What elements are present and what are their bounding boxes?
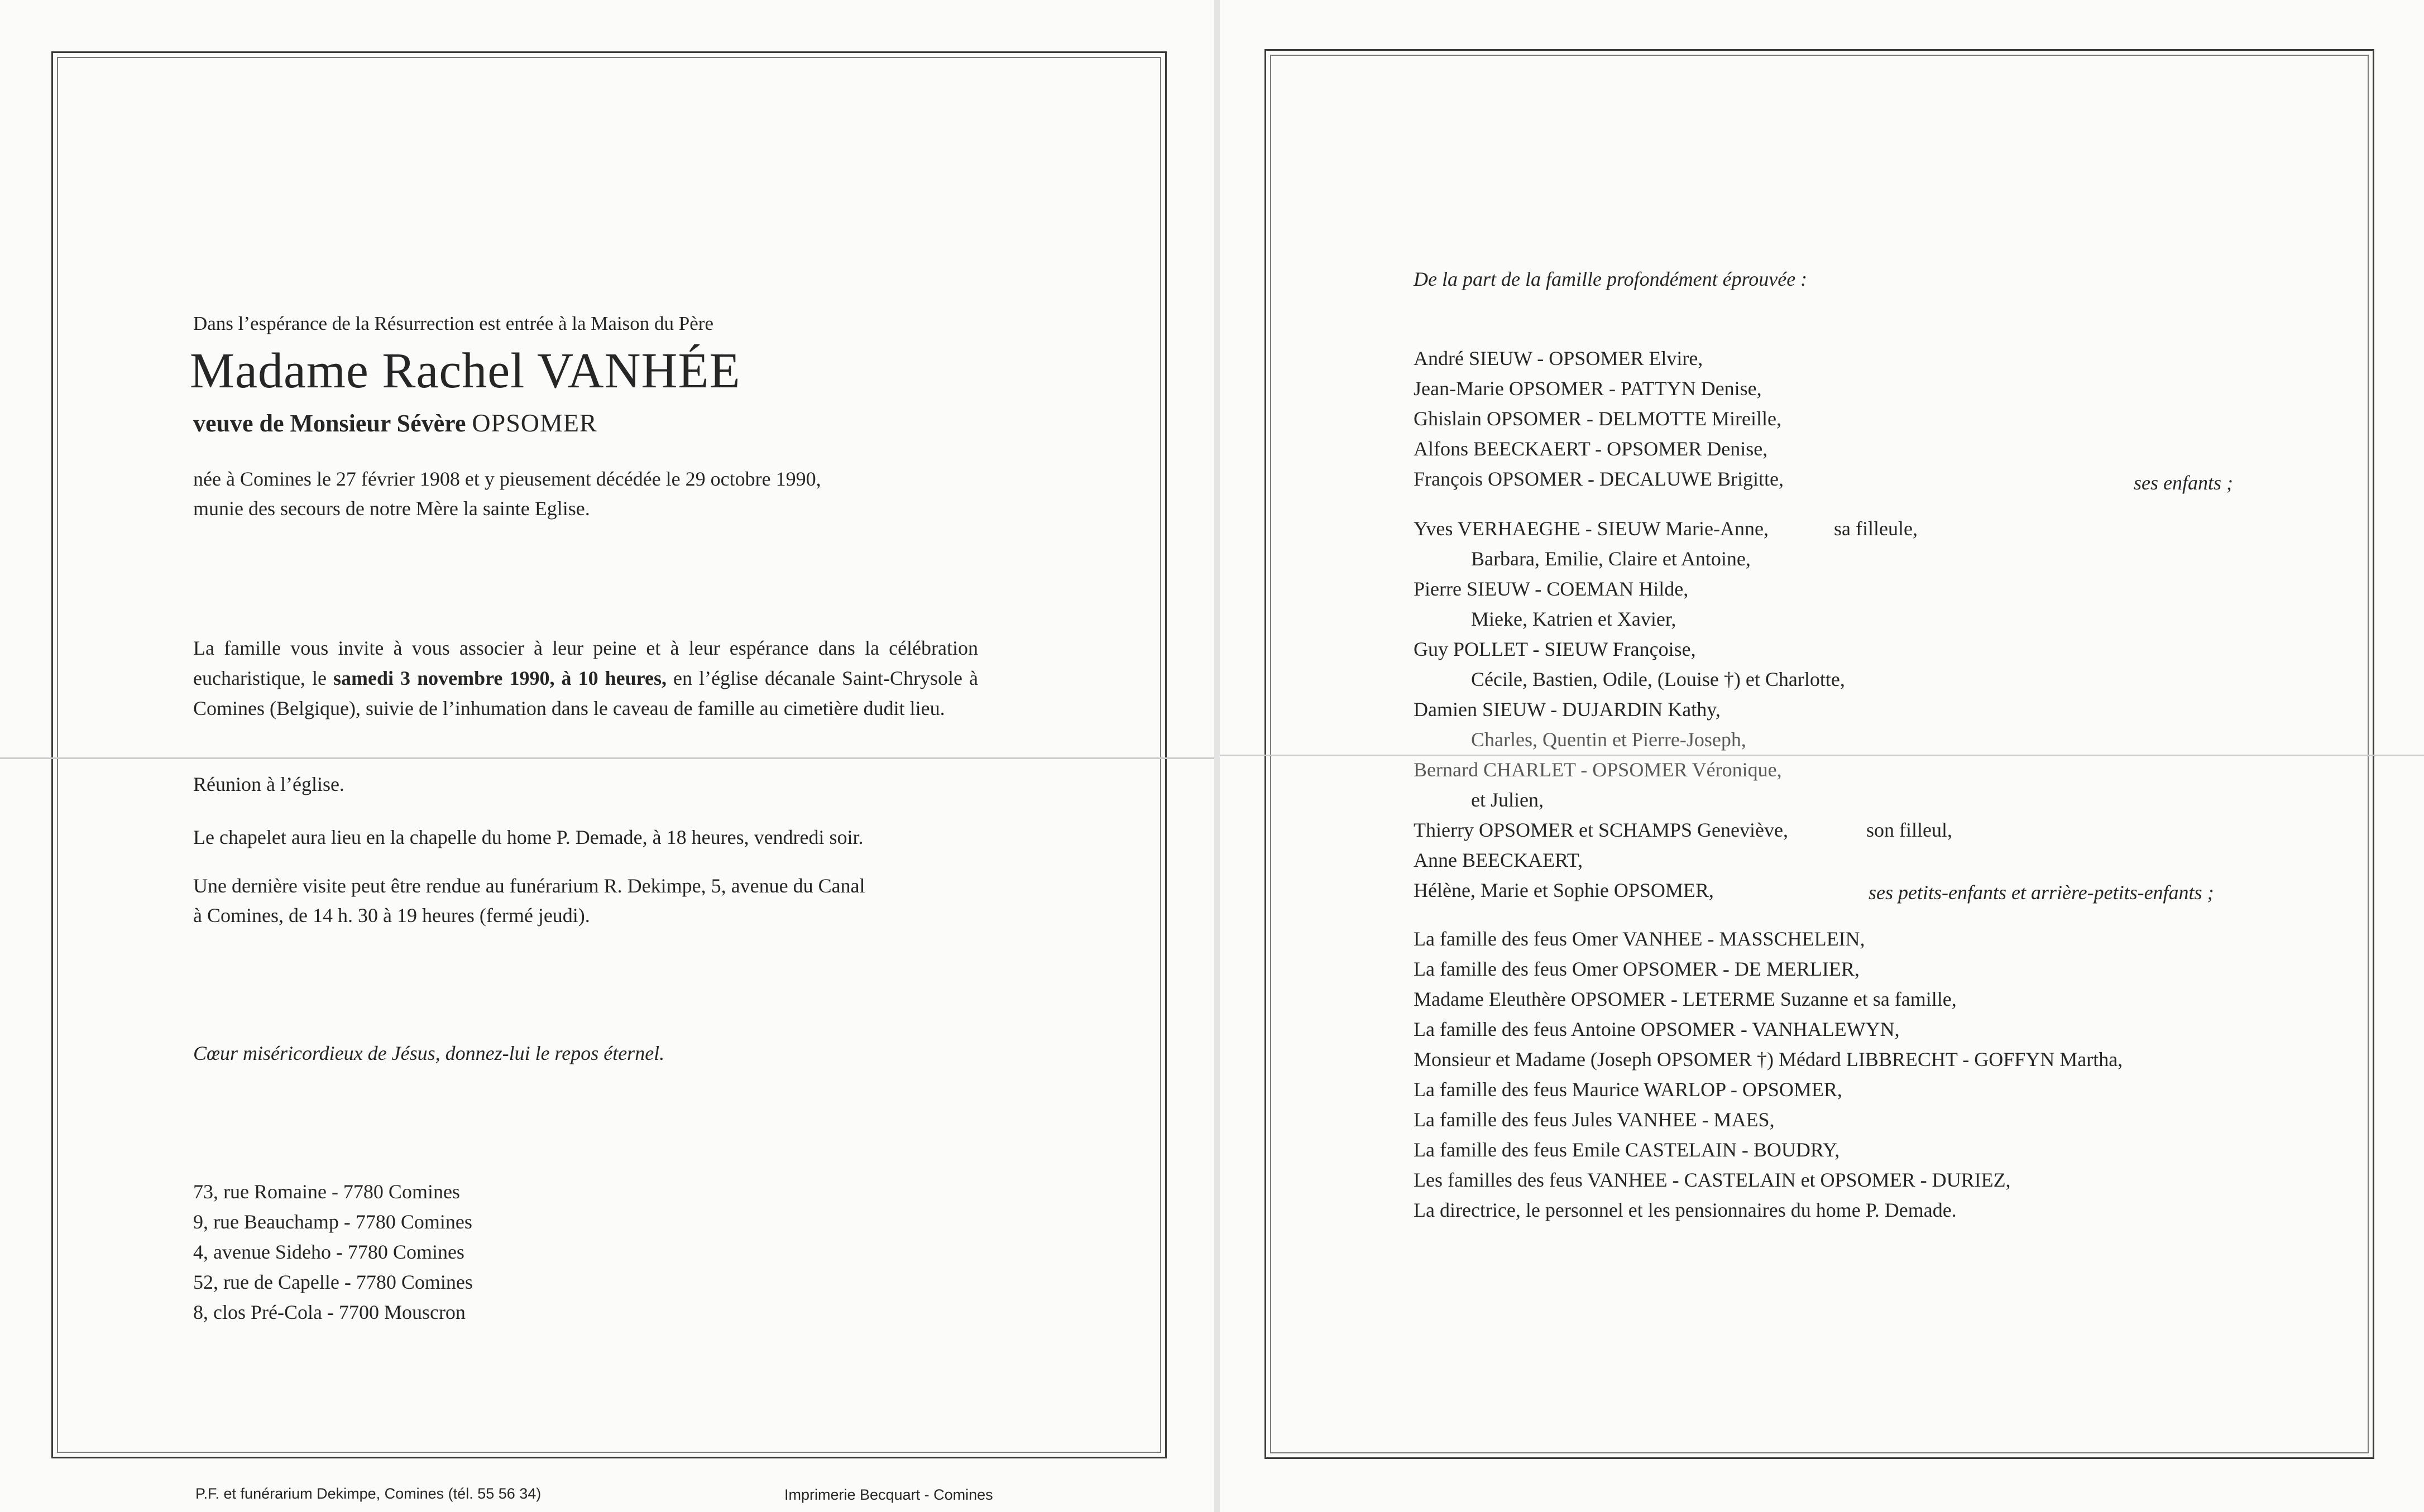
invitation-text-a: La famille vous invite à vous associer à leur peine et à leur espérance dans la célébration eucharistique, le bbox=[193, 637, 978, 689]
list-item: Pierre SIEUW - COEMAN Hilde, bbox=[1414, 578, 1689, 600]
birth-death-line: née à Comines le 27 février 1908 et y pieusement décédée le 29 octobre 1990, bbox=[193, 468, 821, 490]
fold-line bbox=[0, 757, 1214, 759]
list-item: Madame Eleuthère OPSOMER - LETERME Suzanne et sa famille, bbox=[1414, 988, 1957, 1010]
list-item: Hélène, Marie et Sophie OPSOMER, bbox=[1414, 879, 1714, 901]
list-item: La famille des feus Emile CASTELAIN - BOUDRY, bbox=[1414, 1139, 1840, 1161]
right-page bbox=[1220, 0, 2424, 1512]
list-item: Damien SIEUW - DUJARDIN Kathy, bbox=[1414, 698, 1721, 721]
list-item: Mieke, Katrien et Xavier, bbox=[1471, 608, 1676, 630]
list-item: Monsieur et Madame (Joseph OPSOMER †) Médard LIBBRECHT - GOFFYN Martha, bbox=[1414, 1048, 2123, 1071]
list-item: Charles, Quentin et Pierre-Joseph, bbox=[1471, 728, 1746, 751]
list-item: Jean-Marie OPSOMER - PATTYN Denise, bbox=[1414, 377, 1762, 400]
list-item: La famille des feus Omer OPSOMER - DE MERLIER, bbox=[1414, 958, 1860, 980]
address-item: 4, avenue Sideho - 7780 Comines bbox=[193, 1241, 464, 1263]
list-item: Bernard CHARLET - OPSOMER Véronique, bbox=[1414, 759, 1782, 781]
list-item: Guy POLLET - SIEUW Françoise, bbox=[1414, 638, 1696, 660]
list-item: François OPSOMER - DECALUWE Brigitte, bbox=[1414, 468, 1784, 490]
list-item: La famille des feus Omer VANHEE - MASSCHELEIN, bbox=[1414, 928, 1865, 950]
list-item: Thierry OPSOMER et SCHAMPS Geneviève, bbox=[1414, 819, 1788, 841]
address-item: 8, clos Pré-Cola - 7700 Mouscron bbox=[193, 1301, 466, 1323]
visit-line-1: Une dernière visite peut être rendue au funérarium R. Dekimpe, 5, avenue du Canal bbox=[193, 875, 865, 897]
fold-line bbox=[1220, 755, 2424, 756]
list-item: et Julien, bbox=[1471, 789, 1544, 811]
address-item: 9, rue Beauchamp - 7780 Comines bbox=[193, 1211, 472, 1233]
chapelet-text: Le chapelet aura lieu en la chapelle du home P. Demade, à 18 heures, vendredi soir. bbox=[193, 826, 864, 848]
list-item: Ghislain OPSOMER - DELMOTTE Mireille, bbox=[1414, 407, 1781, 430]
address-item: 73, rue Romaine - 7780 Comines bbox=[193, 1180, 460, 1203]
prayer-text: Cœur miséricordieux de Jésus, donnez-lui le repos éternel. bbox=[193, 1042, 665, 1064]
list-item: Les familles des feus VANHEE - CASTELAIN et OPSOMER - DURIEZ, bbox=[1414, 1169, 2011, 1191]
list-item: Alfons BEECKAERT - OPSOMER Denise, bbox=[1414, 438, 1768, 460]
reunion-text: Réunion à l’église. bbox=[193, 773, 344, 795]
list-item: Anne BEECKAERT, bbox=[1414, 849, 1583, 871]
deceased-first-name: Madame Rachel bbox=[190, 343, 525, 399]
invitation-text-b: en l’église décanale Saint-Chrysole à Comines (Belgique), suivie de l’inhumation dans le caveau de famille au cimetière dudit lieu. bbox=[193, 667, 978, 719]
list-item: Barbara, Emilie, Claire et Antoine, bbox=[1471, 548, 1751, 570]
intro-text: Dans l’espérance de la Résurrection est entrée à la Maison du Père bbox=[193, 313, 713, 334]
invitation-paragraph bbox=[193, 633, 978, 723]
goddaughter-note: sa filleule, bbox=[1834, 517, 1918, 540]
footer-funeral-home: P.F. et funérarium Dekimpe, Comines (tél. 55 56 34) bbox=[195, 1485, 542, 1502]
list-item: André SIEUW - OPSOMER Elvire, bbox=[1414, 347, 1703, 369]
widow-of-prefix: veuve de Monsieur Sévère bbox=[193, 410, 466, 437]
sacraments-line: munie des secours de notre Mère la sainte Eglise. bbox=[193, 497, 590, 520]
godson-note: son filleul, bbox=[1866, 819, 1952, 841]
deceased-name bbox=[190, 340, 740, 402]
husband-name: OPSOMER bbox=[472, 409, 597, 437]
list-item: La directrice, le personnel et les pensionnaires du home P. Demade. bbox=[1414, 1199, 1957, 1221]
grandchildren-label: ses petits-enfants et arrière-petits-enfants ; bbox=[1869, 881, 2214, 904]
address-item: 52, rue de Capelle - 7780 Comines bbox=[193, 1271, 473, 1293]
list-item: La famille des feus Maurice WARLOP - OPSOMER, bbox=[1414, 1078, 1842, 1101]
list-item: Cécile, Bastien, Odile, (Louise †) et Charlotte, bbox=[1471, 668, 1845, 690]
page-border bbox=[1264, 49, 2374, 1459]
visit-line-2: à Comines, de 14 h. 30 à 19 heures (fermé jeudi). bbox=[193, 904, 590, 927]
list-item: La famille des feus Antoine OPSOMER - VANHALEWYN, bbox=[1414, 1018, 1900, 1040]
list-item: Yves VERHAEGHE - SIEUW Marie-Anne, bbox=[1414, 517, 1769, 540]
ceremony-date: samedi 3 novembre 1990, à 10 heures, bbox=[333, 667, 667, 689]
footer-printer: Imprimerie Becquart - Comines bbox=[784, 1486, 993, 1503]
widow-of-line bbox=[193, 405, 597, 441]
deceased-last-name: VANHÉE bbox=[537, 343, 741, 399]
family-heading: De la part de la famille profondément éprouvée : bbox=[1414, 268, 1808, 290]
list-item: La famille des feus Jules VANHEE - MAES, bbox=[1414, 1108, 1775, 1131]
children-label: ses enfants ; bbox=[2134, 472, 2233, 494]
